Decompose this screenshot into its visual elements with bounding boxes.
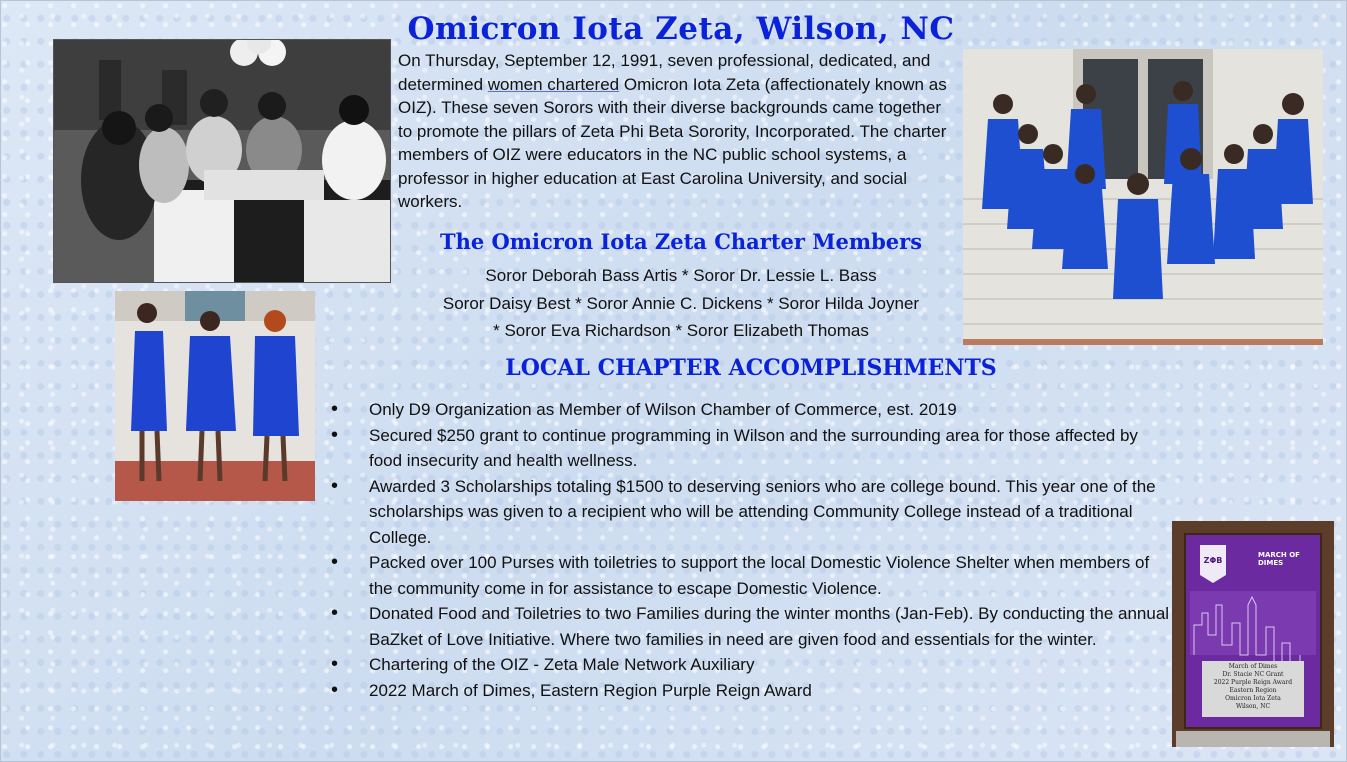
plaque-logo-text: ZΦB — [1203, 556, 1223, 565]
accomplishment-item: • 2022 March of Dimes, Eastern Region Purple Reign Award — [331, 678, 1171, 704]
three-sorors-photo — [115, 291, 315, 501]
intro-text-1: On Thursday, September 12, 1991, seven professional, dedicated, and determined — [398, 51, 931, 94]
intro-paragraph — [398, 49, 958, 214]
accomplishment-item: • Donated Food and Toiletries to two Families during the winter months (Jan-Feb). By conducting the annual BaZket of Love Initiative. Where two families in need are given food and essentials for the winter. — [331, 601, 1171, 652]
accomplishment-item: • Awarded 3 Scholarships totaling $1500 to deserving seniors who are college bound. This year one of the scholarships was given to a recipient who will be attending Community College instead of a traditional College. — [331, 474, 1171, 551]
plaque-line: Omicron Iota Zeta — [1225, 695, 1281, 702]
march-of-dimes-plaque-photo — [1172, 521, 1334, 747]
charter-members-line: Soror Deborah Bass Artis * Soror Dr. Lessie L. Bass — [485, 266, 877, 285]
intro-text-2: Omicron Iota Zeta (affectionately known as OIZ). These seven Sorors with their diverse backgrounds came together to promote the pillars of Zeta Phi Beta Sorority, Incorporated. The charter members of OIZ were educators in the NC public school systems, a professor in higher education at East Carolina University, and social workers. — [398, 74, 947, 211]
accomplishment-item: • Packed over 100 Purses with toiletries to support the local Domestic Violence Shelter when members of the community come in for assistance to escape Domestic Violence. — [331, 550, 1171, 601]
charter-members-historic-photo — [53, 39, 391, 283]
intro-underlined-text: women chartered — [487, 74, 620, 94]
group-on-steps-photo — [963, 49, 1323, 345]
plaque-inscription — [1202, 663, 1304, 711]
plaque-line: Eastern Region — [1229, 687, 1277, 694]
accomplishment-item: • Secured $250 grant to continue programming in Wilson and the surrounding area for those affected by food insecurity and health wellness. — [331, 423, 1171, 474]
charter-members-heading: The Omicron Iota Zeta Charter Members — [439, 229, 923, 254]
plaque-line: 2022 Purple Reign Award — [1213, 679, 1293, 686]
charter-members-line: Soror Daisy Best * Soror Annie C. Dickens * Soror Hilda Joyner — [442, 293, 920, 313]
accomplishments-heading: LOCAL CHAPTER ACCOMPLISHMENTS — [505, 355, 997, 381]
plaque-line: Dr. Stacie NC Grant — [1222, 671, 1284, 678]
plaque-brand-text: MARCH OF DIMES — [1258, 551, 1300, 567]
charter-members-line: * Soror Eva Richardson * Soror Elizabeth Thomas — [493, 321, 869, 340]
accomplishment-item: • Chartering of the OIZ - Zeta Male Network Auxiliary — [331, 652, 1171, 678]
plaque-line: March of Dimes — [1228, 663, 1278, 670]
accomplishment-item: • Only D9 Organization as Member of Wilson Chamber of Commerce, est. 2019 — [331, 397, 1171, 423]
plaque-line: Wilson, NC — [1235, 703, 1271, 710]
accomplishments-list — [331, 397, 1171, 703]
page-title: Omicron Iota Zeta, Wilson, NC — [407, 11, 955, 47]
charter-members-list — [401, 262, 961, 345]
